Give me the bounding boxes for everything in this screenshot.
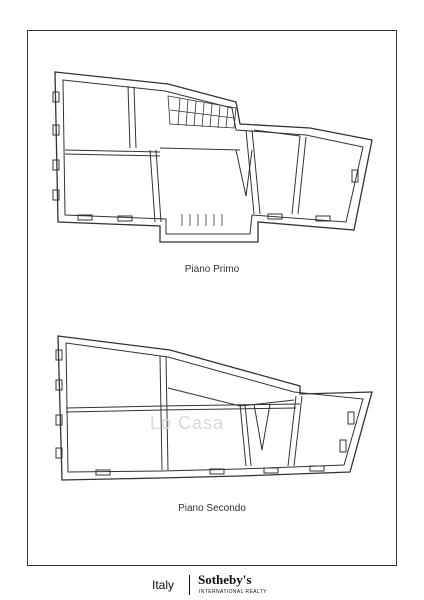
second-floor-caption: Piano Secondo [178, 503, 246, 514]
first-floor-caption: Piano Primo [184, 264, 240, 275]
first-floor-inner-wall [63, 80, 363, 234]
brand-logo: Sotheby's [198, 572, 252, 587]
watermark: Lo Casa [150, 413, 225, 433]
footer-region: Italy [152, 578, 175, 592]
brand-sub: INTERNATIONAL REALTY [199, 589, 267, 595]
footer [0, 570, 424, 600]
footer-separator [189, 575, 190, 595]
second-floor-plan [56, 336, 372, 480]
second-floor-outer-wall [58, 336, 372, 480]
first-floor-partition [65, 150, 160, 152]
first-floor-plan [53, 72, 372, 242]
